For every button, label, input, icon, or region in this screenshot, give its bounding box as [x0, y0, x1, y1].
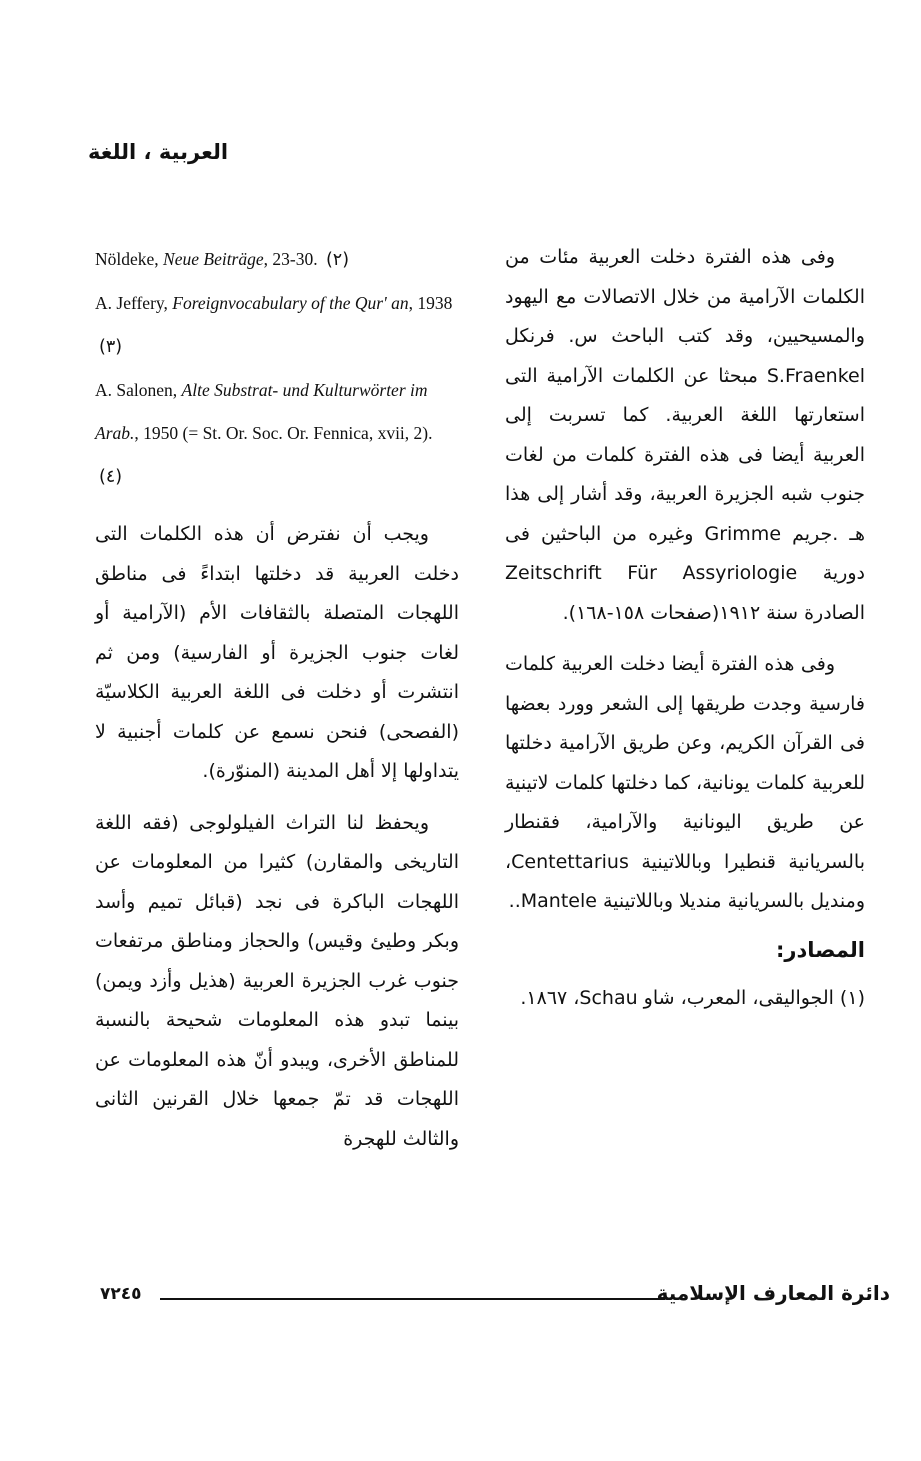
footnote	[95, 282, 459, 369]
footnote-title: Alte Substrat- und Kulturwörter im Arab.	[95, 380, 428, 443]
paragraph: وفى هذه الفترة أيضا دخلت العربية كلمات فارسية وجدت طريقها إلى الشعر وورد بعضها فى القرآن الكريم، وعن طريق الآرامية دخلتها للعربية كلمات يونانية، كما دخلتها كلمات لاتينية عن طريق اليونانية والآرامية، فقنطار بالسريانية قنطيرا وباللاتينية Centettarius، ومنديل بالسريانية منديلا وباللاتينية Mantele..	[505, 653, 865, 912]
page-footer	[100, 1281, 890, 1314]
left-text-block	[95, 515, 459, 1159]
footnote-rest: , 23-30.	[263, 249, 318, 269]
paragraph: ويحفظ لنا التراث الفيلولوجى (فقه اللغة التاريخى والمقارن) كثيرا من المعلومات عن اللهجات الباكرة فى نجد (قبائل تميم وأسد وبكر وطيئ وقيس) والحجاز ومناطق مرتفعات جنوب غرب الجزيرة العربية (هذيل وأزد ويمن) بينما تبدو هذه المعلومات شحيحة بالنسبة للمناطق الأخرى، ويبدو أنّ هذه المعلومات عن اللهجات قد تمّ جمعها خلال القرنين الثانى والثالث للهجرة	[95, 811, 459, 1150]
left-column	[95, 238, 459, 1159]
right-column	[505, 238, 865, 1016]
footnote-number: (٤)	[99, 467, 123, 487]
footnote	[95, 238, 459, 282]
footnote-author: Nöldeke,	[95, 249, 159, 269]
journal-title: دائرة المعارف الإسلامية	[656, 1281, 890, 1305]
footnote-author: A. Salonen,	[95, 380, 178, 400]
footnote-rest: , 1950 (= St. Or. Soc. Or. Fennica, xvii, 2).	[134, 423, 433, 443]
footnotes	[95, 238, 459, 499]
footnote-number: (٣)	[99, 337, 123, 357]
paragraph: ويجب أن نفترض أن هذه الكلمات التى دخلت العربية قد دخلتها ابتداءً فى مناطق اللهجات المتصلة بالثقافات الأم (الآرامية أو لغات جنوب الجزيرة أو الفارسية) ومن ثم انتشرت أو دخلت فى اللغة العربية الكلاسيّة (الفصحى) فنحن نسمع عن كلمات أجنبية لا يتداولها إلا أهل المدينة (المنوّرة).	[95, 523, 459, 782]
footnote-title: Neue Beiträge	[163, 249, 264, 269]
footnote-author: A. Jeffery,	[95, 293, 168, 313]
running-head: العربية ، اللغة	[88, 140, 229, 164]
footer-rule	[160, 1298, 665, 1300]
reference-item: (١) الجواليقى، المعرب، شاو Schau، ١٨٦٧.	[520, 986, 865, 1009]
footnote	[95, 369, 459, 499]
paragraph: وفى هذه الفترة دخلت العربية مئات من الكلمات الآرامية من خلال الاتصالات مع اليهود والمسيحيين، وقد كتب الباحث س. فرنكل S.Fraenkel مبحثا عن الكلمات الآرامية التى استعارتها اللغة العربية. كما تسربت إلى العربية أيضا فى هذه الفترة كلمات من لغات جنوب شبه الجزيرة العربية، وقد أشار إلى هذا هـ .جريم Grimme وغيره من الباحثين فى دورية Zeitschrift Für Assyriologie الصادرة سنة ١٩١٢(صفحات ١٥٨-١٦٨).	[505, 246, 865, 624]
footnote-title: Foreignvocabulary of the Qur' an	[172, 293, 409, 313]
footnote-rest: , 1938	[408, 293, 453, 313]
footnote-number: (٢)	[325, 250, 350, 270]
sources-heading: المصادر:	[775, 937, 865, 962]
page-number: ٧٢٤٥	[100, 1284, 142, 1304]
